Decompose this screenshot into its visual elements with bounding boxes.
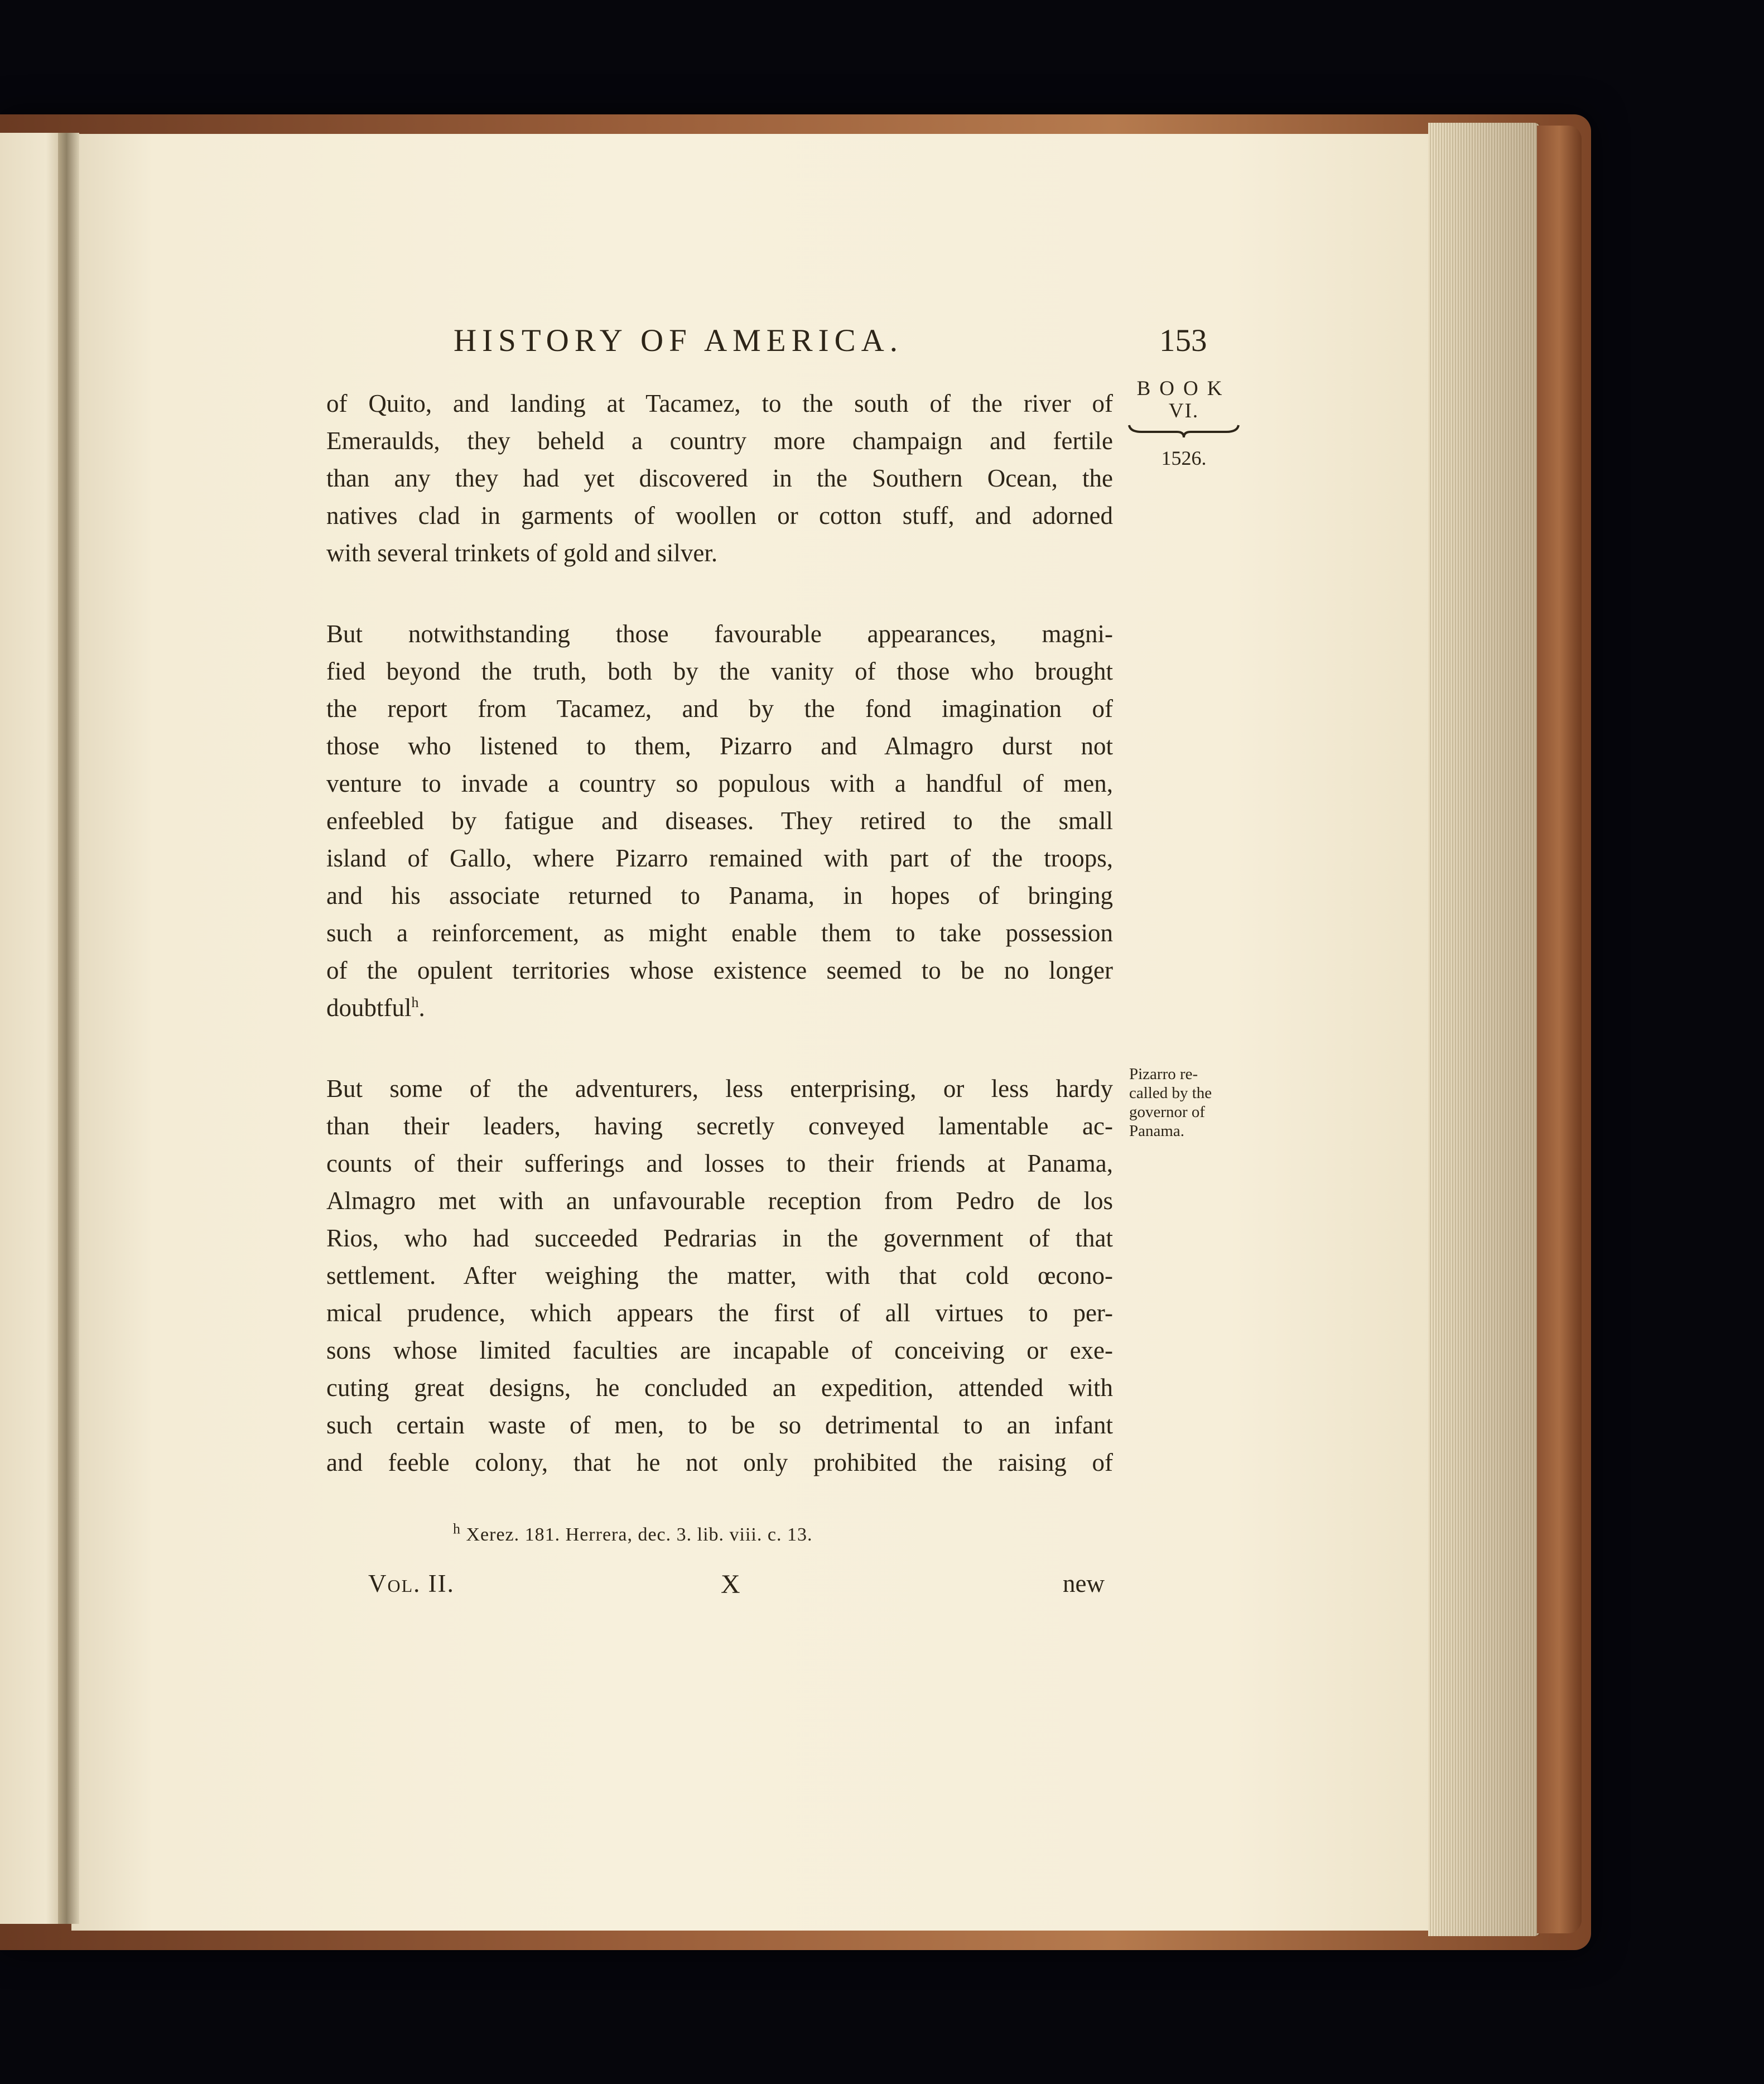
footnote xyxy=(453,1520,813,1546)
side-note-line: governor of xyxy=(1129,1103,1206,1121)
text-line: settlement. After weighing the matter, with that cold œcono- xyxy=(326,1262,1113,1289)
page-number: 153 xyxy=(1159,323,1207,358)
text-line: and feeble colony, that he not only prohibited the raising of xyxy=(326,1448,1113,1476)
text-line: such certain waste of men, to be so detrimental to an infant xyxy=(326,1411,1113,1439)
text-line: than their leaders, having secretly conveyed lamentable ac- xyxy=(326,1112,1113,1140)
margin-book-volume: VI. xyxy=(1168,400,1199,422)
text-line: of the opulent territories whose existence seemed to be no longer xyxy=(326,956,1113,984)
running-title: HISTORY OF AMERICA. xyxy=(454,323,904,358)
text-line: fied beyond the truth, both by the vanity of those who brought xyxy=(326,657,1113,685)
margin-book-label: BOOK xyxy=(1136,377,1231,400)
volume-signature: Vol. II. xyxy=(368,1570,455,1597)
catchword: new xyxy=(1063,1570,1105,1597)
text-line: enfeebled by fatigue and diseases. They retired to the small xyxy=(326,807,1113,835)
text-line: such a reinforcement, as might enable them to take possession xyxy=(326,919,1113,947)
left-page-edge xyxy=(0,133,66,1924)
side-note-line: called by the xyxy=(1129,1084,1212,1102)
text-line: Rios, who had succeeded Pedrarias in the government of that xyxy=(326,1224,1113,1252)
brace-icon xyxy=(1128,423,1240,445)
text-line: of Quito, and landing at Tacamez, to the south of the river of xyxy=(326,389,1113,417)
text-line: natives clad in garments of woollen or cotton stuff, and adorned xyxy=(326,502,1113,530)
side-note xyxy=(1129,1065,1257,1140)
side-note-line: Panama. xyxy=(1129,1122,1185,1140)
text-line: doubtful$^h$. xyxy=(326,994,425,1022)
text-line: those who listened to them, Pizarro and Almagro durst not xyxy=(326,732,1113,760)
text-line: cuting great designs, he concluded an expedition, attended with xyxy=(326,1374,1113,1402)
side-note-line: Pizarro re- xyxy=(1129,1065,1198,1083)
footnote-mark: h xyxy=(411,994,419,1010)
footnote-mark: h xyxy=(453,1520,461,1537)
text-line: counts of their sufferings and losses to their friends at Panama, xyxy=(326,1149,1113,1177)
text-line: and his associate returned to Panama, in hopes of bringing xyxy=(326,882,1113,909)
book-gutter xyxy=(58,133,79,1924)
text-line: with several trinkets of gold and silver. xyxy=(326,539,718,567)
text-line: island of Gallo, where Pizarro remained with part of the troops, xyxy=(326,844,1113,872)
text-line: But some of the adventurers, less enterprising, or less hardy xyxy=(326,1075,1113,1103)
text-line: But notwithstanding those favourable appearances, magni- xyxy=(326,620,1113,648)
footnote-text: Xerez. 181. Herrera, dec. 3. lib. viii. c. 13. xyxy=(466,1524,813,1545)
cover-edge xyxy=(1537,126,1582,1933)
margin-year: 1526. xyxy=(1161,447,1207,469)
text-line: venture to invade a country so populous with a handful of men, xyxy=(326,769,1113,797)
text-line: Almagro met with an unfavourable reception from Pedro de los xyxy=(326,1187,1113,1215)
text-line: Emeraulds, they beheld a country more champaign and fertile xyxy=(326,427,1113,455)
signature-letter: X xyxy=(721,1570,740,1599)
text-line: the report from Tacamez, and by the fond imagination of xyxy=(326,695,1113,723)
text-line: than any they had yet discovered in the Southern Ocean, the xyxy=(326,464,1113,492)
text-line: mical prudence, which appears the first of all virtues to per- xyxy=(326,1299,1113,1327)
text-line: sons whose limited faculties are incapable of conceiving or exe- xyxy=(326,1336,1113,1364)
